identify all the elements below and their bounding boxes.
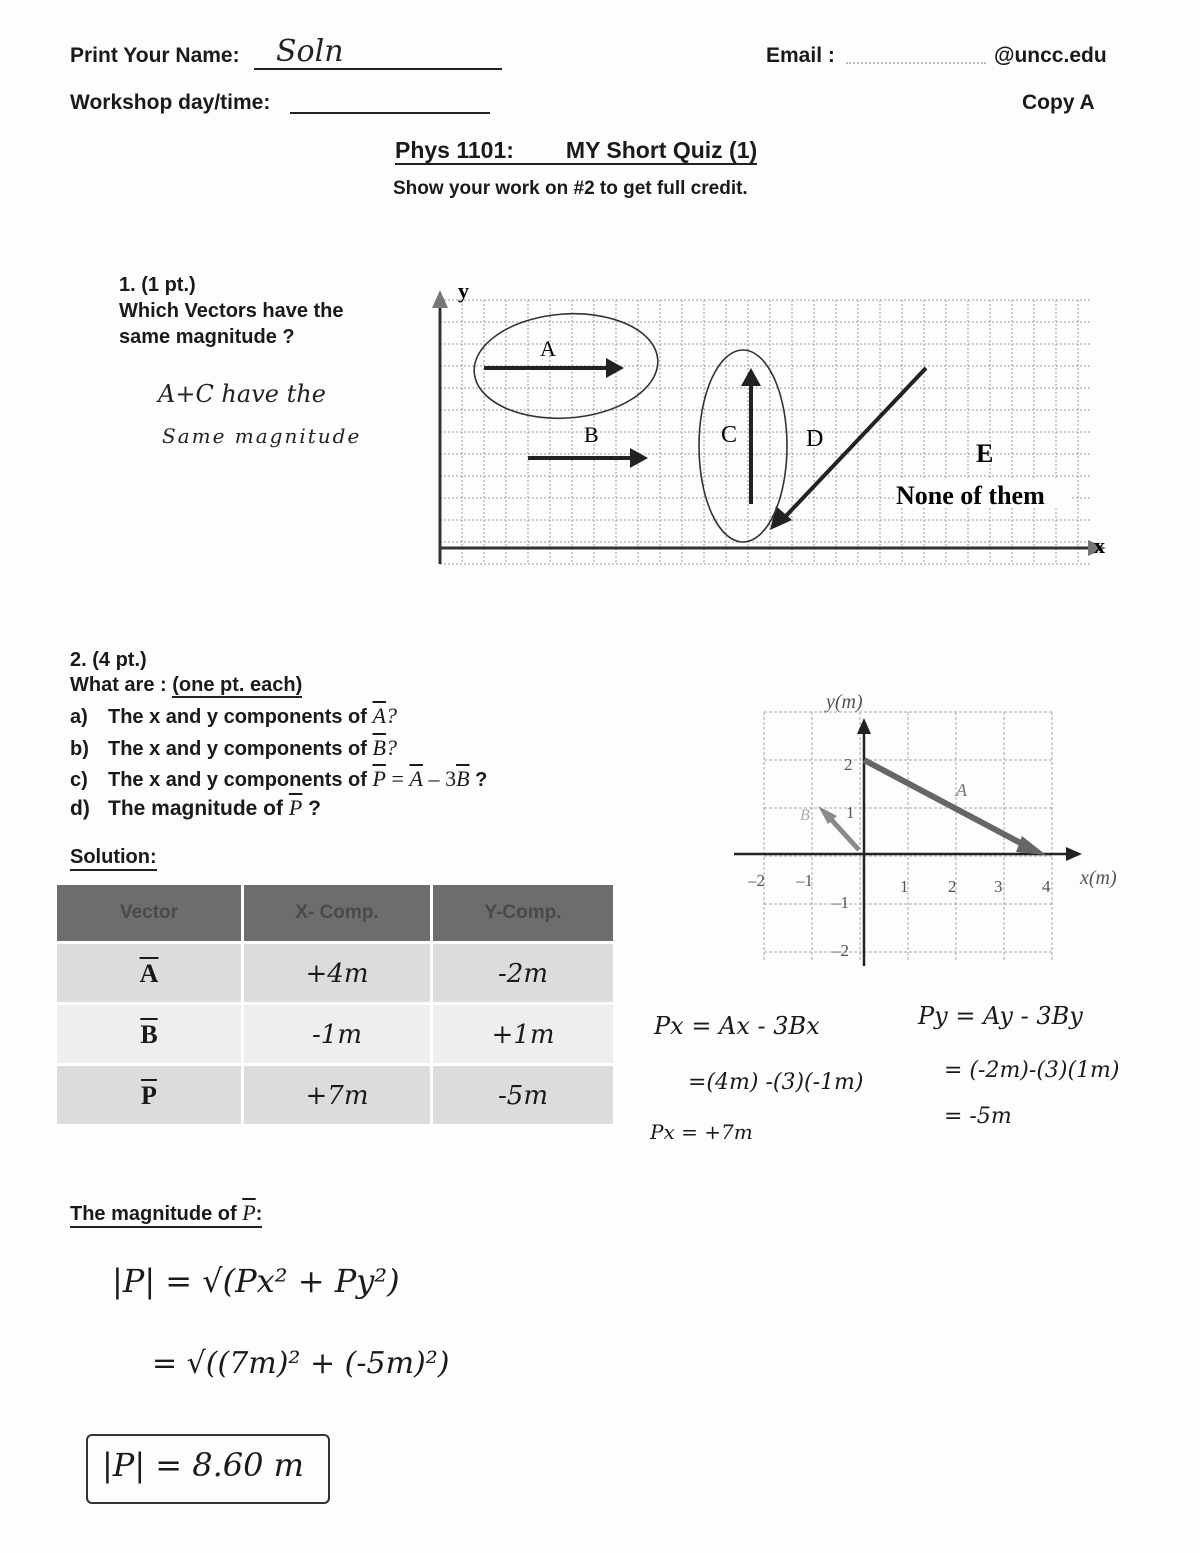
name-value: Soln [276, 34, 344, 69]
part-c-three: 3 [445, 766, 457, 791]
work-py-line1: Py = Ay - 3By [918, 1002, 1083, 1030]
table-row [56, 1065, 615, 1126]
row-p-vector-symbol: $\overline{P}$ [141, 1080, 157, 1110]
none-of-them-label: None of them [896, 481, 1045, 510]
instructions: Show your work on #2 to get full credit. [393, 178, 748, 199]
row-a-y-value: -2m [498, 958, 548, 989]
workshop-label: Workshop day/time: [70, 91, 271, 114]
q1-text [119, 272, 344, 350]
table-row [56, 943, 615, 1004]
part-d-letter: d) [70, 797, 90, 820]
row-p-x [243, 1065, 432, 1126]
workshop-field[interactable] [290, 112, 490, 114]
part-b-text: The x and y components of [108, 738, 367, 760]
quiz-name: MY Short Quiz (1) [565, 137, 758, 163]
row-b-y-value: +1m [491, 1019, 555, 1050]
y-tick-1: 1 [846, 803, 855, 822]
row-a-x [243, 943, 432, 1004]
q2-x-label: x(m) [1080, 867, 1117, 889]
table-header-row [56, 884, 615, 943]
y-tick-2: 2 [844, 755, 853, 774]
answer-box [86, 1434, 330, 1504]
row-p-vector [56, 1065, 243, 1126]
mag-work-line2: = √((7m)² + (-5m)²) [152, 1346, 450, 1381]
part-c-vector-p: $\overline{P}$ [372, 766, 386, 791]
y-tick-neg1: –1 [832, 893, 849, 912]
part-a-letter: a) [70, 706, 88, 728]
mag-work-line1: |P| = √(Px² + Py²) [112, 1262, 400, 1300]
q2-vector-a [864, 760, 1030, 848]
part-c-letter: c) [70, 769, 88, 791]
magnitude-label-text: The magnitude of [70, 1203, 237, 1225]
work-py-line2: = (-2m)-(3)(1m) [944, 1058, 1120, 1083]
vector-b-label: B [584, 422, 599, 447]
choice-e-label: E [976, 439, 994, 468]
q1-question-line2: same magnitude ? [119, 326, 295, 348]
part-b-qmark: ? [385, 735, 397, 760]
name-label: Print Your Name: [70, 44, 240, 67]
y-tick-neg2: –2 [832, 941, 849, 960]
q2-number: 2. (4 pt.) [70, 649, 147, 671]
work-py-line3: = -5m [944, 1104, 1012, 1129]
part-b-vector: $\overline{B}$ [372, 735, 386, 760]
x-tick-neg2: –2 [748, 871, 765, 890]
copy-label: Copy A [1022, 91, 1095, 114]
part-a-qmark: ? [385, 703, 397, 728]
part-a-text: The x and y components of [108, 706, 367, 728]
vector-d-head [770, 506, 792, 530]
header-y-comp: Y-Comp. [432, 884, 615, 943]
part-c-vector-a: $\overline{A}$ [409, 766, 423, 791]
header-vector: Vector [56, 884, 243, 943]
vector-c-label: C [721, 422, 738, 448]
row-b-x [243, 1004, 432, 1065]
q1-y-label: y [458, 278, 469, 303]
x-tick-2: 2 [948, 877, 957, 896]
part-c-equals: = [391, 766, 404, 791]
q1-question-line1: Which Vectors have the [119, 300, 344, 322]
row-b-y [432, 1004, 615, 1065]
q2-y-label: y(m) [826, 691, 863, 713]
row-a-x-value: +4m [305, 958, 369, 989]
email-label: Email : [766, 44, 835, 67]
q2-what-are-text: What are : [70, 674, 167, 696]
q2-what-are [70, 674, 302, 697]
solution-label: Solution: [70, 846, 157, 871]
row-b-vector-symbol: $\overline{B}$ [140, 1019, 158, 1049]
part-d-qmark: ? [308, 797, 321, 820]
row-a-vector-symbol: $\overline{A}$ [139, 958, 159, 988]
q2-vector-b-label: B [800, 807, 810, 824]
email-field[interactable] [846, 62, 986, 64]
part-c-qmark: ? [475, 769, 488, 791]
q2-part-b [70, 735, 397, 761]
table-row [56, 1004, 615, 1065]
solution-table [54, 882, 616, 1127]
vector-a-head [606, 358, 624, 378]
q2-one-pt: (one pt. each) [172, 674, 303, 696]
q1-y-arrowhead [432, 290, 448, 308]
row-a-vector [56, 943, 243, 1004]
work-px-line3: Px = +7m [650, 1120, 753, 1144]
x-tick-4: 4 [1042, 877, 1051, 896]
part-c-minus: – [428, 766, 440, 791]
row-a-y [432, 943, 615, 1004]
circle-c-marking [699, 350, 787, 542]
q2-vector-a-head [1016, 836, 1046, 855]
course-code: Phys 1101: [395, 137, 514, 163]
x-tick-3: 3 [994, 877, 1003, 896]
part-b-letter: b) [70, 738, 89, 760]
q1-grid [440, 300, 1090, 564]
row-p-x-value: +7m [305, 1080, 369, 1111]
q2-part-a [70, 703, 397, 729]
q2-coordinate-graph [720, 686, 1150, 976]
q2-x-arrowhead [1066, 847, 1082, 861]
q1-number: 1. (1 pt.) [119, 274, 196, 296]
quiz-title [395, 137, 757, 165]
name-field[interactable] [254, 36, 502, 70]
part-a-vector: $\overline{A}$ [372, 703, 386, 728]
x-tick-1: 1 [900, 877, 909, 896]
part-d-vector: $\overline{P}$ [288, 795, 303, 820]
vector-c-head [741, 368, 761, 386]
work-px-line2: =(4m) -(3)(-1m) [688, 1070, 864, 1095]
row-b-x-value: -1m [312, 1019, 362, 1050]
q1-answer-line2: Same magnitude [162, 424, 362, 448]
row-p-y [432, 1065, 615, 1126]
part-d-text: The magnitude of [108, 797, 283, 820]
mag-answer: |P| = 8.60 m [102, 1446, 305, 1484]
part-c-vector-b: $\overline{B}$ [456, 766, 470, 791]
q2-part-c [70, 766, 487, 792]
magnitude-label: The magnitude of $\overline{P}$: [70, 1200, 262, 1228]
magnitude-label-vector: $\overline{P}$ [242, 1200, 256, 1225]
row-b-vector [56, 1004, 243, 1065]
q2-y-arrowhead [857, 718, 871, 734]
q1-answer-line1: A+C have the [158, 380, 326, 408]
vector-a-label: A [540, 336, 556, 361]
email-domain: @uncc.edu [994, 44, 1107, 67]
row-p-y-value: -5m [498, 1080, 548, 1111]
part-c-text: The x and y components of [108, 769, 367, 791]
vector-d-label: D [806, 426, 824, 452]
q2-vector-a-label: A [956, 780, 967, 800]
x-tick-neg1: –1 [796, 871, 813, 890]
q2-part-d [70, 795, 321, 821]
vector-b-head [630, 448, 648, 468]
q1-vector-graph [418, 278, 1120, 598]
work-px-line1: Px = Ax - 3Bx [654, 1012, 820, 1040]
q1-x-label: x [1094, 533, 1105, 558]
header-x-comp: X- Comp. [243, 884, 432, 943]
